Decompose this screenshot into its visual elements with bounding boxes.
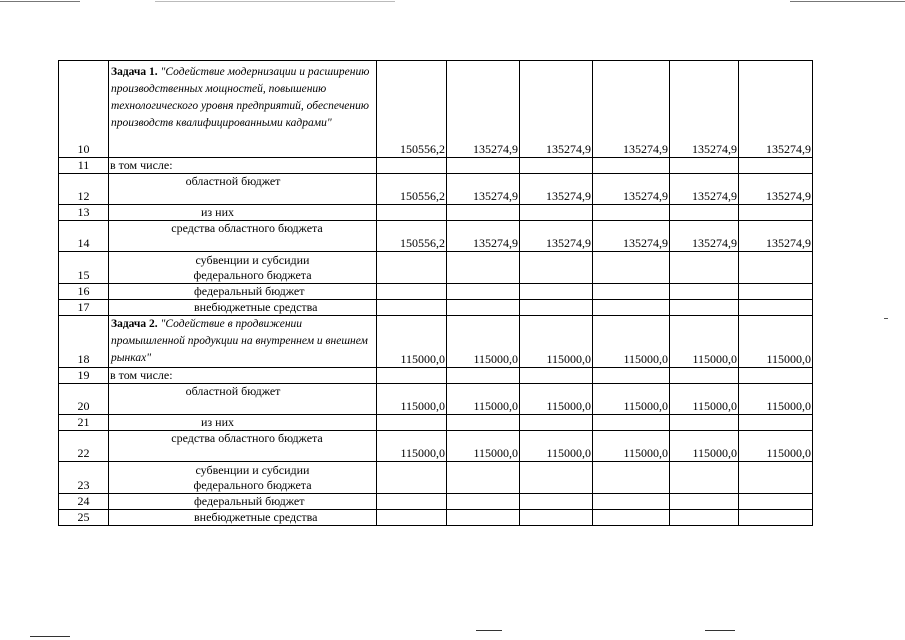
row-description [109,316,377,368]
row-number: 22 [59,431,109,462]
value-cell: 115000,0 [670,384,739,415]
scan-edge-top-right [790,1,905,2]
table-row [59,462,813,494]
row-description: из них [109,205,377,221]
value-cell [377,158,447,174]
row-number: 23 [59,462,109,494]
value-cell: 135274,9 [447,221,520,252]
row-description [109,61,377,158]
value-cell: 135274,9 [520,221,593,252]
value-cell [520,205,593,221]
value-cell [447,284,520,300]
value-cell: 115000,0 [670,316,739,368]
row-number: 11 [59,158,109,174]
value-cell: 135274,9 [670,61,739,158]
scan-mark [884,318,888,319]
value-cell [377,284,447,300]
value-cell [670,494,739,510]
value-cell [739,415,813,431]
value-cell [377,252,447,284]
value-cell: 135274,9 [670,174,739,205]
task-title: "Содействие модернизации и расширению производственных мощностей, повышению технологического уровня предприятий, обеспечению производств квалифицированными кадрами" [111,66,370,129]
row-description: областной бюджет [109,174,377,205]
value-cell [447,415,520,431]
value-cell [593,368,670,384]
value-cell: 115000,0 [377,431,447,462]
value-cell: 115000,0 [739,431,813,462]
value-cell [377,510,447,526]
value-cell: 115000,0 [447,431,520,462]
value-cell [520,415,593,431]
scan-edge-top-left [0,1,80,2]
table-row [59,221,813,252]
row-number: 15 [59,252,109,284]
task-title: "Содействие в продвижении промышленной продукции на внутреннем и внешнем рынках" [111,318,368,364]
value-cell [670,252,739,284]
row-description: внебюджетные средства [109,300,377,316]
value-cell [520,494,593,510]
value-cell [520,510,593,526]
scan-edge-top-mid [155,1,395,2]
row-number: 21 [59,415,109,431]
value-cell: 115000,0 [377,384,447,415]
value-cell [447,510,520,526]
value-cell [520,252,593,284]
table-row [59,205,813,221]
value-cell [447,494,520,510]
value-cell [447,158,520,174]
row-number: 25 [59,510,109,526]
value-cell [593,462,670,494]
row-number: 17 [59,300,109,316]
value-cell: 135274,9 [739,174,813,205]
table-row [59,494,813,510]
value-cell [377,368,447,384]
row-number: 19 [59,368,109,384]
value-cell [593,494,670,510]
table-row [59,415,813,431]
value-cell [520,300,593,316]
value-cell [447,300,520,316]
value-cell [377,300,447,316]
value-cell: 115000,0 [520,316,593,368]
value-cell [739,300,813,316]
table-row [59,284,813,300]
value-cell [739,462,813,494]
value-cell [739,284,813,300]
task-label: Задача 1. [111,66,158,78]
value-cell: 115000,0 [670,431,739,462]
value-cell: 135274,9 [739,61,813,158]
row-number: 16 [59,284,109,300]
table-row [59,510,813,526]
value-cell [593,415,670,431]
value-cell [739,510,813,526]
row-number: 20 [59,384,109,415]
value-cell: 135274,9 [593,174,670,205]
value-cell [739,252,813,284]
table-row [59,158,813,174]
row-description: областной бюджет [109,384,377,415]
value-cell [593,252,670,284]
value-cell [377,415,447,431]
value-cell: 135274,9 [670,221,739,252]
value-cell: 115000,0 [447,316,520,368]
value-cell: 115000,0 [739,316,813,368]
value-cell [447,205,520,221]
value-cell [593,300,670,316]
value-cell: 135274,9 [447,174,520,205]
task-label: Задача 2. [111,318,158,330]
value-cell: 135274,9 [739,221,813,252]
row-description: в том числе: [109,158,377,174]
value-cell: 115000,0 [377,316,447,368]
value-cell: 115000,0 [593,384,670,415]
value-cell [670,368,739,384]
value-cell: 150556,2 [377,174,447,205]
table-row [59,316,813,368]
value-cell [739,368,813,384]
value-cell [377,205,447,221]
row-description: субвенции и субсидии федерального бюджета [109,252,377,284]
value-cell: 115000,0 [739,384,813,415]
value-cell [377,462,447,494]
value-cell [520,462,593,494]
scan-edge-bottom-right [705,630,735,631]
table-row [59,252,813,284]
row-description: федеральный бюджет [109,494,377,510]
table-row [59,61,813,158]
row-description: субвенции и субсидии федерального бюджета [109,462,377,494]
value-cell [670,205,739,221]
value-cell [593,158,670,174]
table-row [59,431,813,462]
value-cell [520,158,593,174]
value-cell: 115000,0 [593,316,670,368]
value-cell [520,368,593,384]
row-number: 12 [59,174,109,205]
row-number: 10 [59,61,109,158]
scan-edge-bottom-mid [476,630,502,631]
value-cell [520,284,593,300]
row-description: средства областного бюджета [109,221,377,252]
row-number: 24 [59,494,109,510]
value-cell [739,205,813,221]
value-cell [670,158,739,174]
value-cell: 135274,9 [520,61,593,158]
row-number: 14 [59,221,109,252]
value-cell [670,462,739,494]
value-cell [447,462,520,494]
value-cell [447,368,520,384]
row-description: федеральный бюджет [109,284,377,300]
table-row [59,174,813,205]
table-row [59,300,813,316]
row-description: внебюджетные средства [109,510,377,526]
value-cell [593,284,670,300]
row-number: 18 [59,316,109,368]
table-row [59,384,813,415]
table-row [59,368,813,384]
row-description: в том числе: [109,368,377,384]
value-cell [739,494,813,510]
value-cell [670,510,739,526]
value-cell: 135274,9 [593,61,670,158]
value-cell [447,252,520,284]
value-cell [377,494,447,510]
value-cell [593,510,670,526]
value-cell [670,284,739,300]
value-cell: 135274,9 [520,174,593,205]
value-cell [670,300,739,316]
row-description: средства областного бюджета [109,431,377,462]
value-cell: 115000,0 [593,431,670,462]
row-number: 13 [59,205,109,221]
budget-table [58,60,813,526]
value-cell: 115000,0 [447,384,520,415]
value-cell: 150556,2 [377,221,447,252]
value-cell: 115000,0 [520,431,593,462]
value-cell [670,415,739,431]
value-cell: 115000,0 [520,384,593,415]
row-description: из них [109,415,377,431]
value-cell: 150556,2 [377,61,447,158]
value-cell: 135274,9 [593,221,670,252]
value-cell [739,158,813,174]
value-cell: 135274,9 [447,61,520,158]
scan-edge-bottom-left [30,636,70,637]
value-cell [593,205,670,221]
